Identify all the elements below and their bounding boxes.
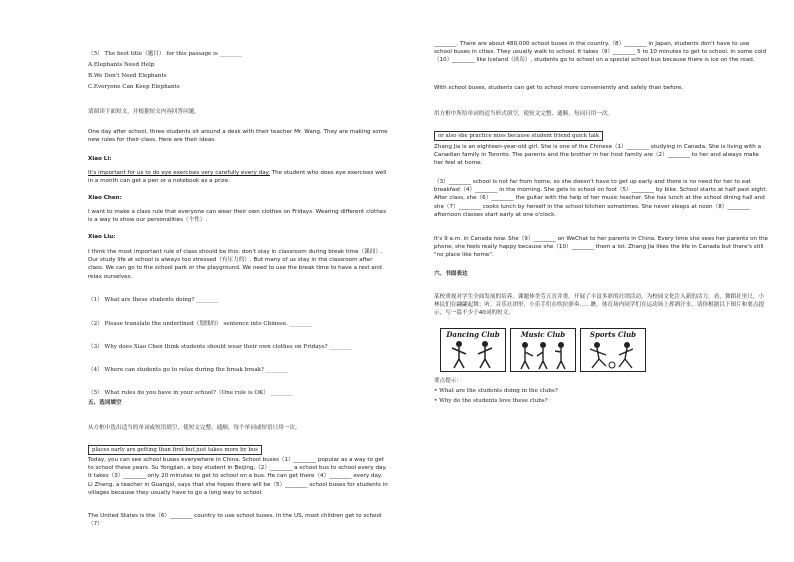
- musicians-icon: [511, 339, 575, 371]
- club-images: [440, 328, 646, 372]
- speaker-xiao-chen: Xiao Chen:: [88, 195, 122, 201]
- question-5b: （5） What rules do you have in your school?（One rule is OK） ________: [88, 390, 293, 396]
- zhang-jia-paragraph-2: （3）________ school is not far from home, so she doesn't have to get up early and there is no need for her to eat breakfast（4）________ in the morning. She gets to school on foot（5）________ by bike. School starts at half past eight. After class, she（6）________ the guitar with the help of her music teacher. She has lunch at the school dining hall and she（7）________ cooks lunch by herself in the school kitchen sometimes. She never sleeps at noon（8）________ afternoon classes start early at one o'clock.: [434, 179, 768, 218]
- sports-club-image: [580, 328, 646, 372]
- music-club-label: Music Club: [520, 330, 566, 339]
- passage-intro: One day after school, three students sit around a desk with their teacher Mr. Wang. They are making some new rules for their class. Here are their ideas.: [88, 129, 388, 144]
- cloze-paragraph-1: Today, you can see school buses everywhere in China. School buses（1）________ popular as a way to get to school these years. Su Yongjian, a boy student in Beijing,（2）________ a school bus to school every day. It takes（3）________ only 20 minutes to get to school on a bus. He can get there（4）________ every day. Li Zheng, a teacher in Guangxi, says that she hopes there will be（5）________ school buses for students in villages because they usually have to go a long way to school.: [88, 457, 388, 496]
- dancing-club-image: [440, 328, 506, 372]
- athletes-icon: [581, 339, 645, 371]
- question-1: （1） What are these students doing? ________: [88, 297, 219, 303]
- word-box: places early are getting than first but just takes more by bus: [88, 445, 262, 455]
- dancing-club-label: Dancing Club: [446, 330, 500, 339]
- section-6-title: 六、书面表达: [434, 271, 468, 277]
- xiao-li-text: It's important for us to do eye exercises very carefully every day. The student who does eye exercises well in a month can get a pen or a notebook as a prize.: [88, 170, 387, 185]
- cloze-paragraph-3: ________. There are about 480,000 school buses in the country.（8）________ in Japan, students don't have to use school buses in cities. They usually walk to school. It takes（9）________ 5 to 10 minutes to get to school. In some cold（10）________ like Iceland（冰岛）, students go to school on a special school bus because there is ice on the road.: [434, 41, 767, 64]
- reading-instruction: 请阅读下面短文，并根据短文内容回答问题。: [88, 109, 200, 115]
- zhang-jia-paragraph-1: Zhang Jia is an eighteen-year-old girl. She is one of the Chinese（1）________ studying in Canada. She is living with a Canadian family in Toronto. The parents and the brother in her host family are（2）________ to her and always make her feel at home.: [434, 144, 762, 167]
- zhang-jia-paragraph-3: It's 9 a.m. in Canada now. She（9）________ on WeChat to her parents in China. Every time she sees her parents on the phone, she feels really happy because she（10）________ them a lot. Zhang Jia likes the life in Canada but there's still "no place like home".: [434, 236, 768, 259]
- option-b: B.We Don't Need Elephants: [88, 73, 167, 79]
- word-box-2: or also she practice miss because student friend quick talk: [434, 131, 603, 141]
- cloze-paragraph-2: The United States is the（6）________ country to use school buses. In the US, most children get to school（7）: [88, 513, 382, 528]
- option-a: A.Elephants Need Help: [88, 62, 155, 68]
- option-c: C.Everyone Can Keep Elephants: [88, 84, 180, 90]
- section-5-instruction: 从方框中选出适当的单词或短语填空，使短文完整、通顺，每个单词或短语只用一次。: [88, 425, 301, 431]
- xiao-chen-text: I want to make a class rule that everyone can wear their own clothes on Fridays. Wearing different clothes is a way to show our personalities（个性）.: [88, 209, 387, 224]
- underlined-sentence: It's important for us to do eye exercises very carefully every day.: [88, 170, 270, 176]
- question-3: （3） Why does Xiao Chen think students should wear their own clothes on Fridays? ________: [88, 344, 352, 350]
- sports-club-label: Sports Club: [589, 330, 637, 339]
- cloze-paragraph-4: With school buses, students can get to school more conveniently and safely than before.: [434, 85, 684, 91]
- music-club-image: [510, 328, 576, 372]
- section-5-title: 五、选词填空: [88, 400, 122, 406]
- hint-2: • Why do the students love these clubs?: [434, 398, 548, 404]
- section-instruction-2: 用方框中所给单词的适当形式填空，使短文完整、通顺，每词只用一次。: [434, 111, 614, 117]
- speaker-xiao-li: Xiao Li:: [88, 156, 112, 162]
- hints-title: 要点提示：: [434, 378, 462, 384]
- speaker-xiao-liu: Xiao Liu:: [88, 234, 116, 240]
- xiao-liu-text: I think the most important rule of class should be this: don't stay in classroom during break time（课间）. Our study life at school is always too stressed（有压力的）. But many of us stay in the classroom after class. We can go to the school park or the playground. We need to use the break time to have a rest and relax ourselves.: [88, 249, 383, 280]
- dancer-figures-icon: [441, 339, 505, 371]
- writing-instruction: 某校重视对学生全面发展的培养，课题体美劳五育并重。开展了丰富多彩的社团活动，为校园文化注入新的活力。看，舞蹈社里尺，小林民们在翩翩起舞；听，音乐社团里，小乐手们在吹拉弹奏……瞧，体育场内同学们在运动场上挥洒汗水。请你根据以下图片和要点提示，写一篇不少于40词的短文。: [434, 294, 765, 317]
- question-2: （2） Please translate the underlined（划线的） sentence into Chinese. ________: [88, 321, 313, 327]
- hint-1: • What are the students doing in the clubs?: [434, 388, 558, 394]
- question-5: （5） The best title（题目） for this passage is ________: [88, 51, 242, 57]
- question-4: （4） Where can students go to relax during the break break? ________: [88, 367, 289, 373]
